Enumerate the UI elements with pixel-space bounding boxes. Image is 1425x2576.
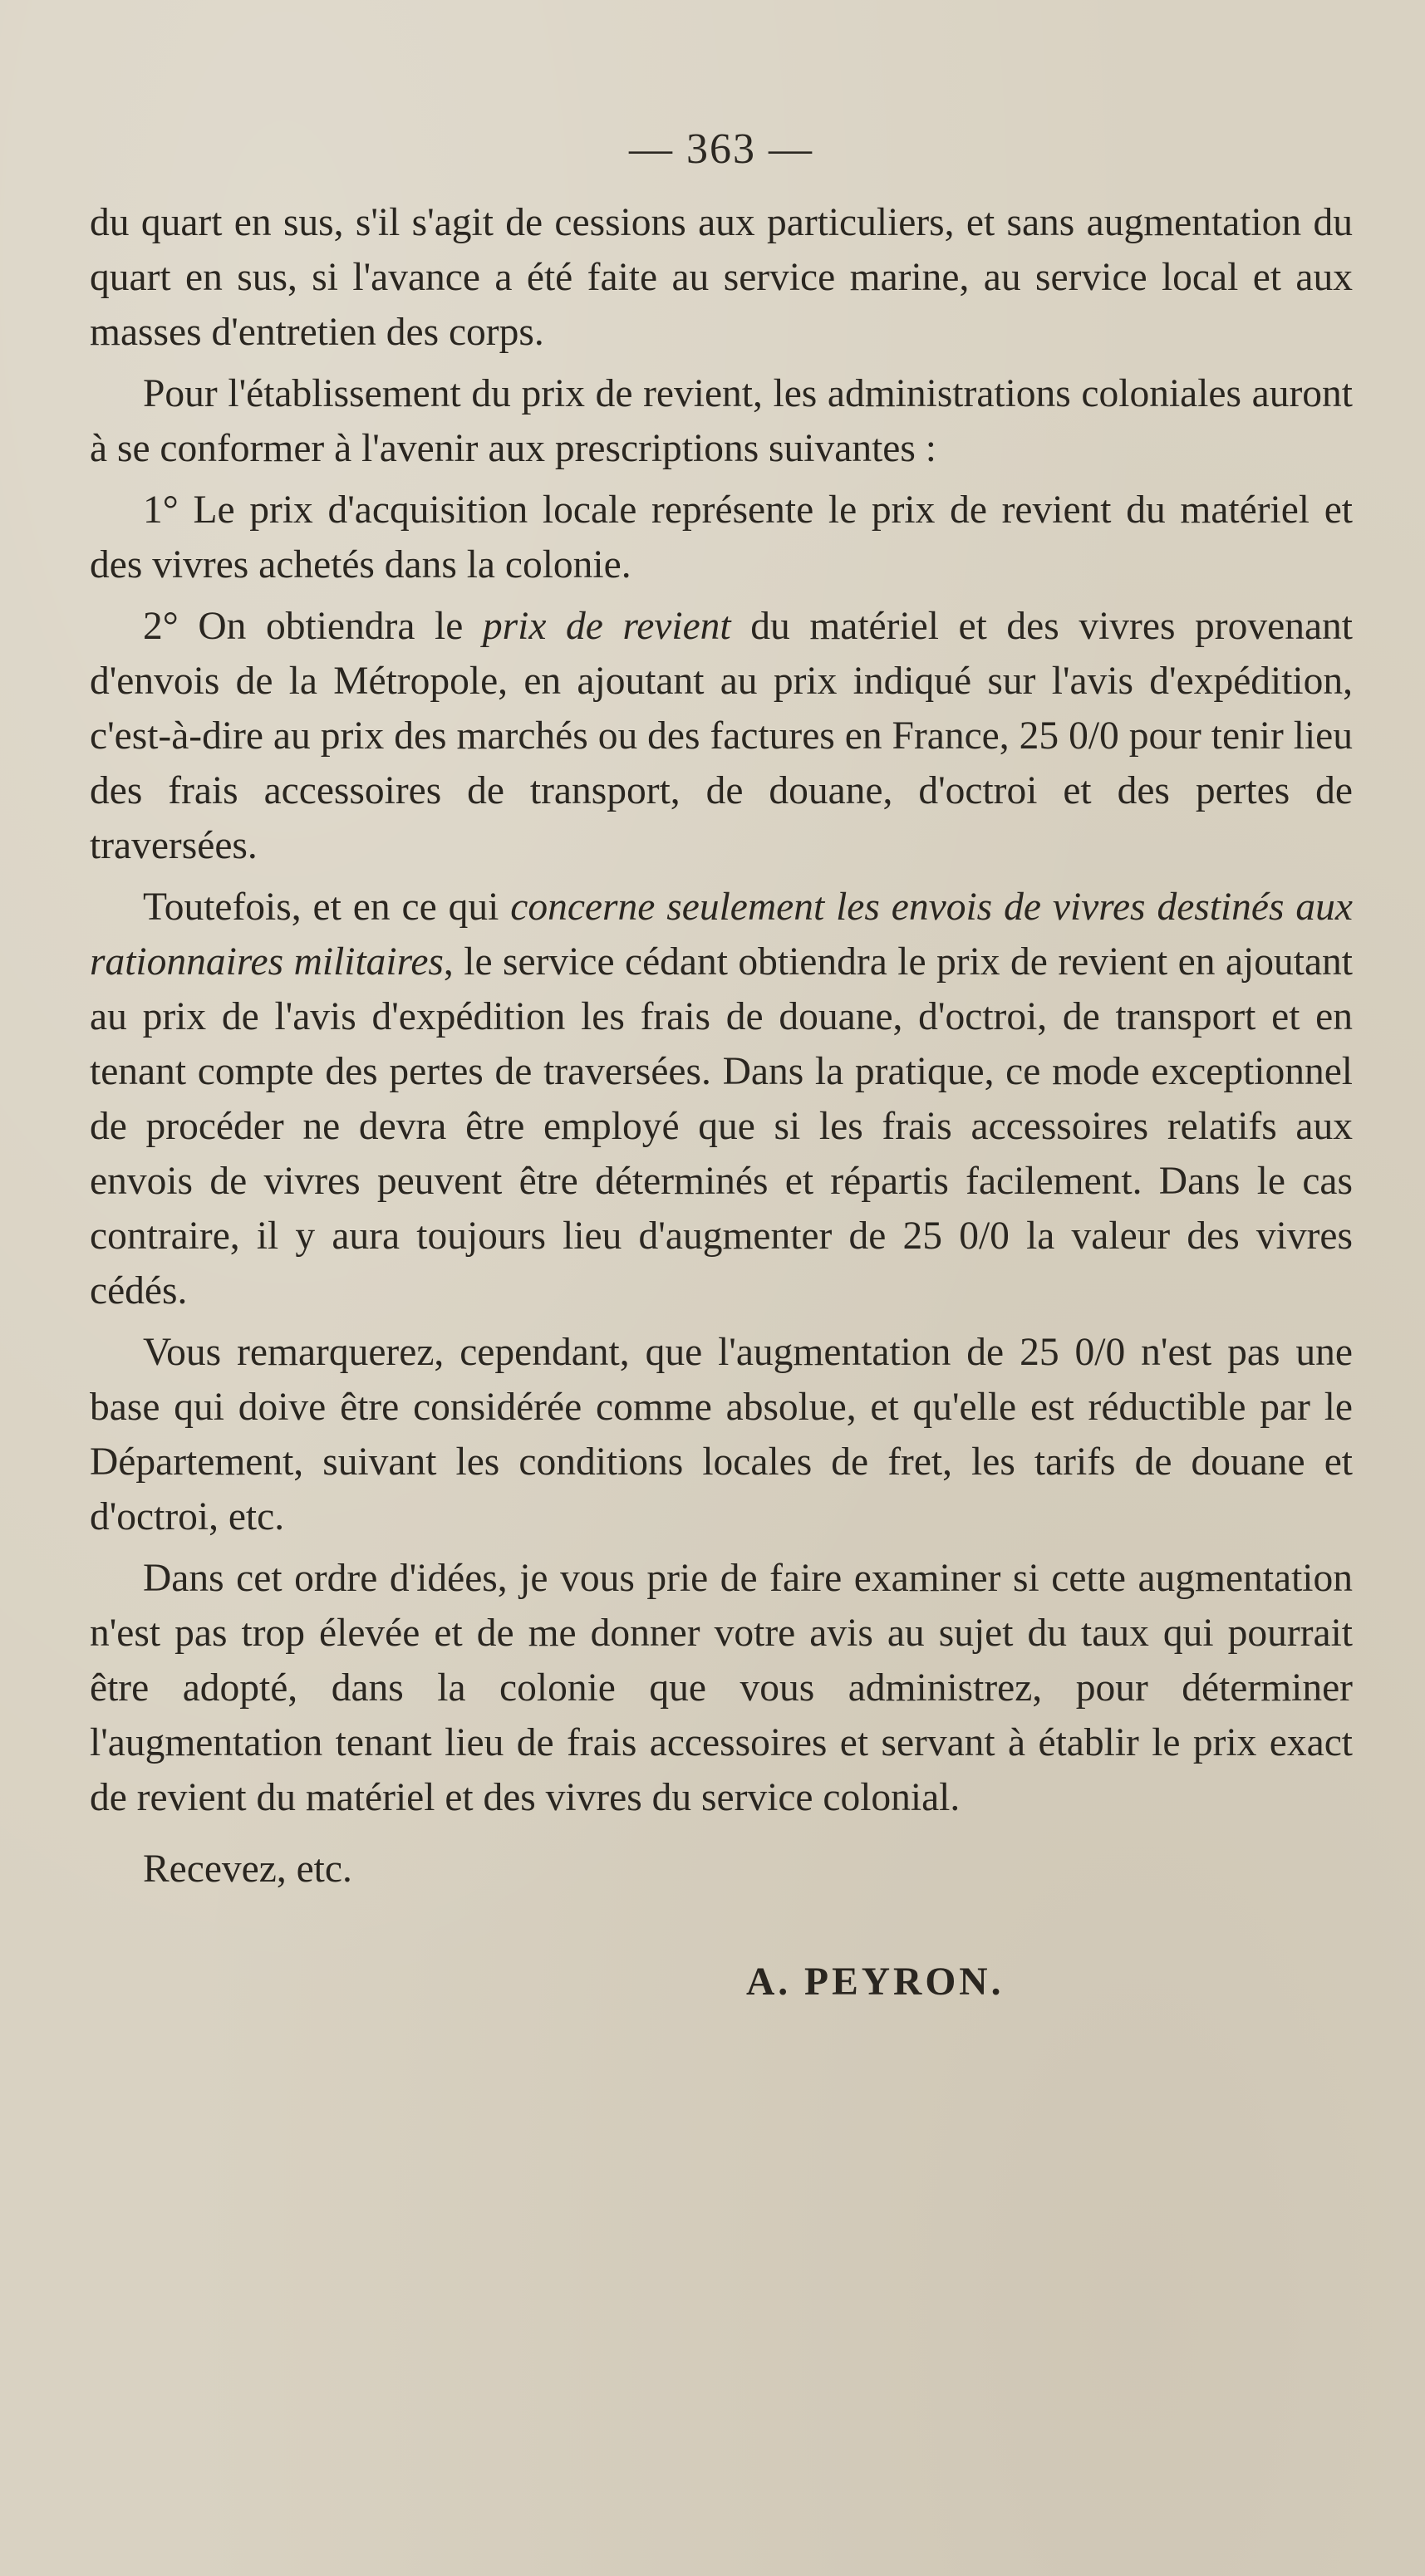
paragraph-prix-de-revient-intro: [90, 366, 1353, 476]
paragraph-toutefois: [90, 880, 1353, 1318]
paragraph-text: Vous remarquerez, cependant, que l'augmentation de 25 0/0 n'est pas une base qui doive être considérée comme absolue, et qu'elle est réductible par le Département, suivant les conditions locales de fret, les tarifs de douane et d'octroi, etc.: [90, 1331, 1353, 1538]
document-page: [90, 125, 1353, 2009]
italic-term: concerne seulement les envois de vivres destinés aux rationnaires militaires: [90, 886, 1353, 984]
paragraph-text: Pour l'établissement du prix de revient, les administrations coloniales auront à se conformer à l'avenir aux prescriptions suivantes :: [90, 372, 1353, 470]
paragraph-text: 2° On obtiendra le: [143, 605, 483, 648]
paragraph-text: 1° Le prix d'acquisition locale représente le prix de revient du matériel et des vivres achetés dans la colonie.: [90, 488, 1353, 586]
paragraph-text: Dans cet ordre d'idées, je vous prie de faire examiner si cette augmentation n'est pas trop élevée et de me donner votre avis au sujet du taux qui pourrait être adopté, dans la colonie que vous administrez, pour déterminer l'augmentation tenant lieu de frais accessoires et servant à établir le prix exact de revient du matériel et des vivres du service colonial.: [90, 1557, 1353, 1819]
paragraph-remarquerez: [90, 1325, 1353, 1544]
page-number: — 363 —: [629, 125, 813, 173]
paragraph-text: du matériel et des vivres provenant d'envois de la Métropole, en ajoutant au prix indiqué sur l'avis d'expédition, c'est-à-dire au prix des marchés ou des factures en France, 25 0/0 pour tenir lieu des frais accessoires de transport, de douane, d'octroi et des pertes de traversées.: [90, 605, 1353, 867]
signature: A. PEYRON.: [746, 1960, 1005, 2004]
paragraph-text: Toutefois, et en ce qui: [143, 886, 511, 929]
paragraph-rule-2: [90, 599, 1353, 873]
paragraph-text: du quart en sus, s'il s'agit de cessions aux particuliers, et sans augmentation du quart en sus, si l'avance a été faite au service marine, au service local et aux masses d'entretien des corps.: [90, 201, 1353, 354]
paragraph-continuation: [90, 195, 1353, 360]
paragraph-text: , le service cédant obtiendra le prix de revient en ajoutant au prix de l'avis d'expédition les frais de douane, d'octroi, de transport et en tenant compte des pertes de traversées. Dans la pratique, ce mode exceptionnel de procéder ne devra être employé que si les frais accessoires relatifs aux envois de vivres peuvent être déterminés et répartis facilement. Dans le cas contraire, il y aura toujours lieu d'augmenter de 25 0/0 la valeur des vivres cédés.: [90, 940, 1353, 1313]
paragraph-ordre-idees: [90, 1551, 1353, 1825]
italic-term: prix de revient: [482, 605, 731, 648]
closing-salutation: Recevez, etc.: [143, 1847, 352, 1891]
paragraph-rule-1: [90, 483, 1353, 592]
